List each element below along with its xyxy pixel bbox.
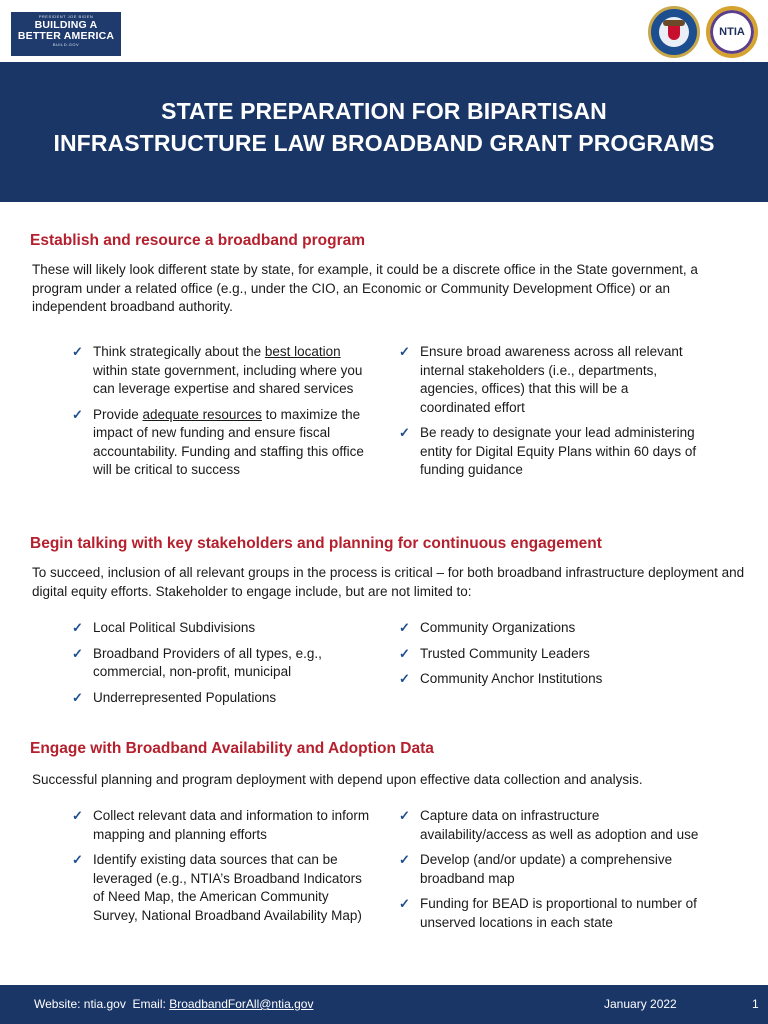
page-title-line-2: INFRASTRUCTURE LAW BROADBAND GRANT PROGRAMS <box>53 130 715 156</box>
checkmark-icon: ✓ <box>399 620 410 635</box>
section-1-left-list <box>72 343 372 487</box>
checkmark-icon: ✓ <box>399 896 410 911</box>
checkmark-icon: ✓ <box>72 645 83 661</box>
logo-line-1: BUILDING A <box>34 19 98 31</box>
section-intro-establish-program: These will likely look different state by state, for example, it could be a discrete office in the State government, a program under a related office (e.g., under the CIO, an Economic or Community Development Office) or an independent broadband authority. <box>32 262 698 314</box>
checklist-item <box>399 619 699 638</box>
checklist-text: Community Organizations <box>420 620 576 635</box>
checklist-item <box>72 406 372 480</box>
footer-date: January 2022 <box>604 997 677 1011</box>
checklist-item <box>399 670 699 689</box>
checkmark-icon: ✓ <box>399 344 410 359</box>
checklist-underlined-text: adequate resources <box>142 406 262 422</box>
checklist-item <box>72 343 372 399</box>
checklist-text: Broadband Providers of all types, e.g., commercial, non-profit, municipal <box>93 645 322 679</box>
checkmark-icon: ✓ <box>72 406 83 422</box>
top-logo-bar <box>0 0 768 62</box>
checklist-text: Be ready to designate your lead administering entity for Digital Equity Plans within 60 days of funding guidance <box>420 425 697 477</box>
checklist-item <box>72 807 372 844</box>
checkmark-icon: ✓ <box>399 671 410 686</box>
section-2-left-list <box>72 619 372 714</box>
section-intro-data: Successful planning and program deployment with depend upon effective data collection and analysis. <box>32 772 643 787</box>
section-intro-stakeholders: To succeed, inclusion of all relevant groups in the process is critical – for both broadband infrastructure deployment and digital equity efforts. Stakeholder to engage include, but are not limited to: <box>32 565 745 599</box>
checkmark-icon: ✓ <box>399 425 410 440</box>
checklist-item <box>399 807 699 844</box>
checkmark-icon: ✓ <box>72 620 83 635</box>
footer-email-label: Email: <box>132 997 166 1011</box>
checklist-item <box>399 424 699 480</box>
ntia-seal-text: NTIA <box>719 26 745 38</box>
checklist-text: Think strategically about the <box>93 344 265 359</box>
checklist-item <box>72 689 372 708</box>
title-banner <box>0 62 768 202</box>
section-2-right-list <box>399 619 699 696</box>
checklist-item <box>399 343 699 417</box>
checklist-text: Capture data on infrastructure availability/access as well as adoption and use <box>420 808 699 842</box>
checklist-text: Develop (and/or update) a comprehensive broadband map <box>420 852 673 886</box>
ntia-seal-icon <box>706 6 758 58</box>
checklist-item <box>399 895 699 932</box>
logo-small-bottom: BUILD.GOV <box>52 42 80 47</box>
checklist-text: Provide <box>93 406 143 422</box>
section-title-establish-program: Establish and resource a broadband program <box>30 232 366 249</box>
page-title-line-1: STATE PREPARATION FOR BIPARTISAN <box>161 98 607 124</box>
checklist-text: Local Political Subdivisions <box>93 620 256 635</box>
checklist-item <box>72 645 372 682</box>
checkmark-icon: ✓ <box>399 645 410 661</box>
footer-email-link[interactable]: BroadbandForAll@ntia.gov <box>169 997 314 1011</box>
section-3-right-list <box>399 807 699 939</box>
footer-bar <box>0 985 768 1024</box>
checklist-item <box>72 619 372 638</box>
checklist-text: Trusted Community Leaders <box>420 645 590 661</box>
department-of-commerce-seal-icon <box>648 6 700 58</box>
footer-contact <box>34 997 313 1011</box>
checkmark-icon: ✓ <box>72 689 83 705</box>
checklist-item <box>399 851 699 888</box>
checklist-text: Ensure broad awareness across all relevant internal stakeholders (i.e., departments, agencies, offices) that this will be a coordinated effort <box>420 344 683 415</box>
checkmark-icon: ✓ <box>72 852 83 867</box>
logo-small-top: PRESIDENT JOE BIDEN <box>38 14 94 19</box>
checklist-item <box>72 851 372 925</box>
checklist-text: Identify existing data sources that can be leveraged (e.g., NTIA’s Broadband Indicators of Need Map, the American Community Survey, National Broadband Availability Map) <box>93 852 362 923</box>
checklist-text: Funding for BEAD is proportional to number of unserved locations in each state <box>420 896 697 930</box>
footer-website: Website: ntia.gov <box>34 997 126 1011</box>
page-number: 1 <box>752 997 759 1011</box>
checklist-text: Community Anchor Institutions <box>420 671 603 686</box>
checklist-text: Collect relevant data and information to inform mapping and planning efforts <box>93 808 370 842</box>
checklist-text: Underrepresented Populations <box>93 689 277 705</box>
section-3-left-list <box>72 807 372 932</box>
page-title <box>0 95 768 159</box>
checklist-underlined-text: best location <box>264 344 341 359</box>
section-1-right-list <box>399 343 699 487</box>
checklist-text-continued: to maximize the impact of new funding and ensure fiscal accountability. Funding and staffing this office will be critical to success <box>93 406 364 477</box>
checkmark-icon: ✓ <box>72 344 83 359</box>
checklist-text-continued: within state government, including where you can leverage expertise and shared services <box>93 362 363 396</box>
checkmark-icon: ✓ <box>399 852 410 867</box>
checklist-item <box>399 645 699 664</box>
section-title-stakeholders: Begin talking with key stakeholders and planning for continuous engagement <box>30 535 602 552</box>
logo-line-2: BETTER AMERICA <box>17 30 115 42</box>
section-title-data: Engage with Broadband Availability and Adoption Data <box>30 740 434 757</box>
checkmark-icon: ✓ <box>72 808 83 823</box>
checkmark-icon: ✓ <box>399 808 410 823</box>
building-a-better-america-logo <box>11 12 121 56</box>
